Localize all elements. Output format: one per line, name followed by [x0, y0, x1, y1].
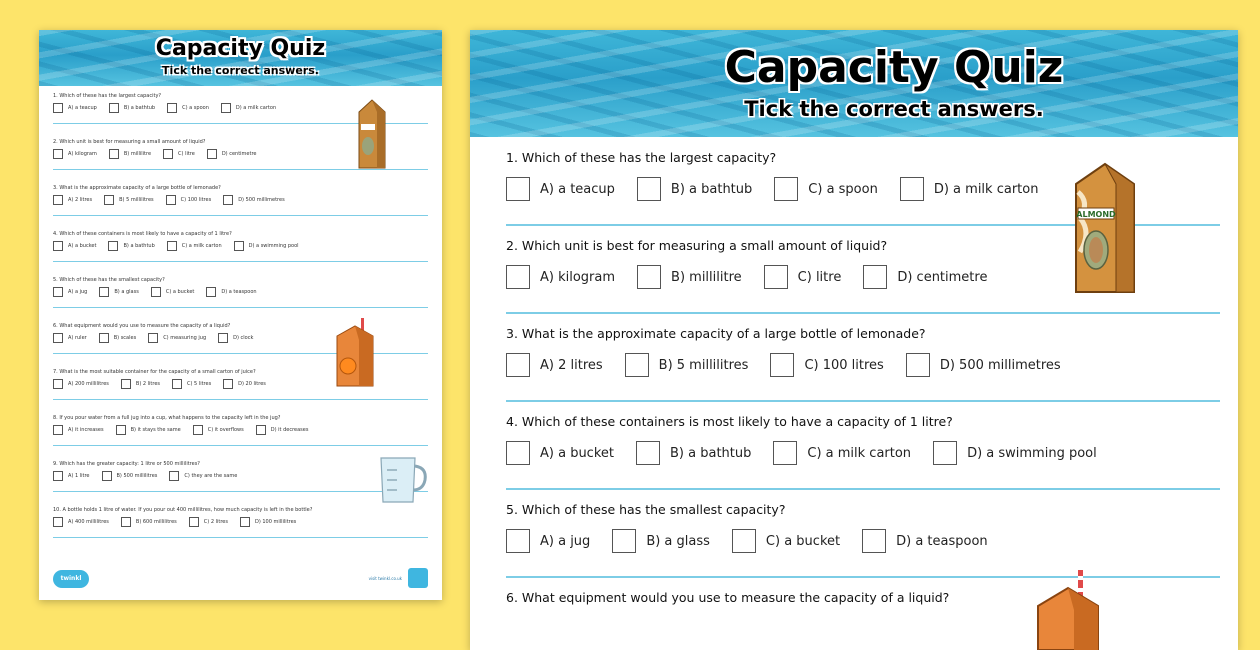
thumbnail-question-10: [53, 506, 428, 529]
answer-option[interactable]: [906, 353, 1061, 377]
answer-label: B) 2 litres: [135, 381, 160, 387]
answer-option[interactable]: [189, 517, 228, 527]
answer-checkbox[interactable]: [774, 177, 798, 201]
answer-checkbox[interactable]: [770, 353, 794, 377]
answer-option[interactable]: [612, 529, 710, 553]
answer-label: C) litre: [178, 151, 195, 157]
answer-label: A) 400 millilitres: [68, 519, 109, 525]
question-6: [506, 588, 1220, 646]
thumbnail-question-4: [53, 230, 428, 253]
answer-label: D) a milk carton: [933, 181, 1039, 197]
juice-carton-icon: [1034, 570, 1104, 650]
answer-label: D) a teaspoon: [896, 533, 988, 549]
answer-checkbox[interactable]: [148, 333, 158, 343]
answer-option[interactable]: [256, 425, 309, 435]
answer-checkbox[interactable]: [933, 441, 957, 465]
question-text: 1. Which of these has the largest capacity?: [53, 93, 162, 99]
answer-option[interactable]: [506, 177, 615, 201]
answer-option[interactable]: [108, 241, 154, 251]
answer-label: D) a teaspoon: [221, 289, 257, 295]
answer-checkbox[interactable]: [53, 241, 63, 251]
answer-checkbox[interactable]: [109, 149, 119, 159]
twinkl-logo: twinkl: [53, 570, 89, 588]
almond-milk-carton-icon: [1070, 162, 1140, 294]
answer-label: B) 5 millilitres: [119, 197, 154, 203]
answer-option[interactable]: [53, 333, 87, 343]
answer-option[interactable]: [223, 195, 284, 205]
answer-checkbox[interactable]: [207, 149, 217, 159]
footer-link: visit twinkl.co.uk: [368, 576, 402, 581]
answer-label: D) clock: [233, 335, 254, 341]
question-text: 1. Which of these has the largest capacity?: [506, 150, 777, 165]
answer-options: [506, 436, 1220, 470]
thumbnail-title: Capacity Quiz: [155, 36, 326, 61]
question-text: 4. Which of these containers is most likely to have a capacity of 1 litre?: [506, 414, 953, 429]
answer-label: B) a glass: [646, 533, 710, 549]
answer-option[interactable]: [732, 529, 840, 553]
answer-label: C) they are the same: [184, 473, 238, 479]
water-banner: [39, 30, 442, 86]
thumbnail-footer: [53, 568, 428, 590]
answer-option[interactable]: [163, 149, 195, 159]
divider: [53, 491, 428, 492]
answer-checkbox[interactable]: [863, 265, 887, 289]
answer-checkbox[interactable]: [151, 287, 161, 297]
juice-carton-icon: [331, 318, 379, 388]
answer-checkbox[interactable]: [169, 471, 179, 481]
answer-label: B) a bathtub: [670, 181, 753, 197]
answer-label: B) a bathtub: [123, 243, 155, 249]
answer-checkbox[interactable]: [732, 529, 756, 553]
question-text: 6. What equipment would you use to measure the capacity of a liquid?: [53, 323, 231, 329]
answer-option[interactable]: [53, 287, 87, 297]
thumbnail-question-9: [53, 460, 428, 483]
answer-label: C) a spoon: [182, 105, 209, 111]
answer-checkbox[interactable]: [240, 517, 250, 527]
answer-label: B) a bathtub: [123, 105, 156, 111]
answer-label: D) 20 litres: [238, 381, 266, 387]
answer-checkbox[interactable]: [53, 333, 63, 343]
answer-option[interactable]: [863, 265, 987, 289]
answer-option[interactable]: [207, 149, 257, 159]
answer-checkbox[interactable]: [53, 517, 63, 527]
answer-label: A) 2 litres: [540, 357, 603, 373]
answer-label: B) 5 millilitres: [658, 357, 749, 373]
answer-option[interactable]: [206, 287, 256, 297]
answer-checkbox[interactable]: [167, 241, 177, 251]
answer-checkbox[interactable]: [223, 195, 233, 205]
divider: [53, 445, 428, 446]
question-text: 4. Which of these containers is most likely to have a capacity of 1 litre?: [53, 231, 232, 237]
answer-checkbox[interactable]: [506, 441, 530, 465]
answer-checkbox[interactable]: [612, 529, 636, 553]
answer-options: [506, 612, 1220, 646]
question-text: 2. Which unit is best for measuring a small amount of liquid?: [506, 238, 888, 253]
answer-label: D) a milk carton: [235, 105, 277, 111]
answer-checkbox[interactable]: [167, 103, 177, 113]
answer-checkbox[interactable]: [234, 241, 244, 251]
answer-label: D) centimetre: [897, 269, 988, 285]
question-text: 9. Which has the greater capacity: 1 litre or 500 millilitres?: [53, 461, 200, 467]
answer-label: C) a bucket: [165, 289, 195, 295]
divider: [506, 488, 1220, 490]
answer-checkbox[interactable]: [53, 149, 63, 159]
answer-checkbox[interactable]: [99, 287, 109, 297]
answer-label: A) 1 litre: [68, 473, 90, 479]
answer-checkbox[interactable]: [506, 265, 530, 289]
page-subtitle: Tick the correct answers.: [744, 97, 1044, 121]
answer-checkbox[interactable]: [637, 265, 661, 289]
answer-options: [506, 524, 1220, 558]
answer-options: [53, 239, 428, 253]
answer-checkbox[interactable]: [53, 287, 63, 297]
answer-checkbox[interactable]: [906, 353, 930, 377]
twinkl-badge-icon: [408, 568, 428, 588]
answer-option[interactable]: [193, 425, 244, 435]
answer-label: A) ruler: [68, 335, 87, 341]
answer-option[interactable]: [53, 195, 92, 205]
answer-option[interactable]: [637, 265, 742, 289]
answer-options: [53, 285, 428, 299]
answer-label: C) 2 litres: [203, 519, 228, 525]
answer-option[interactable]: [121, 517, 177, 527]
answer-label: A) a jug: [540, 533, 591, 549]
answer-checkbox[interactable]: [506, 353, 530, 377]
thumbnail-question-3: [53, 184, 428, 207]
divider: [506, 576, 1220, 578]
answer-option[interactable]: [933, 441, 1097, 465]
question-3: [506, 324, 1220, 382]
worksheet-thumbnail: [39, 30, 442, 600]
answer-checkbox[interactable]: [108, 241, 118, 251]
answer-checkbox[interactable]: [104, 195, 114, 205]
answer-option[interactable]: [506, 441, 614, 465]
answer-option[interactable]: [172, 379, 211, 389]
divider: [53, 307, 428, 308]
answer-label: D) 500 millimetres: [939, 357, 1061, 373]
answer-options: [53, 423, 428, 437]
answer-option[interactable]: [900, 177, 1039, 201]
answer-label: A) a teacup: [540, 181, 615, 197]
answer-label: B) a glass: [114, 289, 139, 295]
question-text: 10. A bottle holds 1 litre of water. If you pour out 400 millilitres, how much capacity is left in the bottle?: [53, 507, 313, 513]
answer-label: D) 100 millilitres: [254, 519, 297, 525]
page-title: Capacity Quiz: [724, 42, 1064, 93]
answer-checkbox[interactable]: [53, 425, 63, 435]
answer-option[interactable]: [99, 287, 138, 297]
answer-checkbox[interactable]: [116, 425, 126, 435]
answer-option[interactable]: [151, 287, 195, 297]
answer-checkbox[interactable]: [506, 529, 530, 553]
answer-option[interactable]: [102, 471, 158, 481]
answer-options: [53, 193, 428, 207]
answer-option[interactable]: [121, 379, 160, 389]
answer-label: C) litre: [797, 269, 842, 285]
answer-option[interactable]: [862, 529, 988, 553]
question-text: 8. If you pour water from a full jug into a cup, what happens to the capacity left in the jug?: [53, 415, 281, 421]
answer-label: C) 5 litres: [187, 381, 212, 387]
answer-options: [53, 469, 428, 483]
answer-option[interactable]: [240, 517, 296, 527]
answer-checkbox[interactable]: [625, 353, 649, 377]
answer-label: C) it overflows: [207, 427, 244, 433]
question-text: 3. What is the approximate capacity of a large bottle of lemonade?: [53, 185, 221, 191]
answer-option[interactable]: [167, 241, 222, 251]
answer-label: C) 100 litres: [804, 357, 884, 373]
question-text: 5. Which of these has the smallest capacity?: [53, 277, 165, 283]
answer-label: C) 100 litres: [180, 197, 212, 203]
thumbnail-subtitle: Tick the correct answers.: [162, 64, 319, 77]
answer-checkbox[interactable]: [506, 177, 530, 201]
answer-label: D) it decreases: [270, 427, 309, 433]
answer-option[interactable]: [109, 149, 151, 159]
answer-label: D) a swimming pool: [248, 243, 299, 249]
answer-label: B) 600 millilitres: [135, 519, 177, 525]
answer-option[interactable]: [53, 103, 97, 113]
answer-option[interactable]: [116, 425, 181, 435]
question-5: [506, 500, 1220, 558]
milk-carton-icon: [355, 98, 389, 170]
answer-checkbox[interactable]: [862, 529, 886, 553]
answer-checkbox[interactable]: [256, 425, 266, 435]
answer-label: B) 500 millilitres: [116, 473, 158, 479]
thumbnail-question-5: [53, 276, 428, 299]
answer-label: B) a bathtub: [670, 445, 752, 461]
almond-label: ALMOND: [1076, 210, 1116, 219]
answer-option[interactable]: [774, 177, 878, 201]
divider: [53, 399, 428, 400]
question-4: [506, 412, 1220, 470]
answer-label: A) kilogram: [68, 151, 97, 157]
answer-option[interactable]: [506, 265, 615, 289]
answer-option[interactable]: [53, 425, 104, 435]
answer-option[interactable]: [506, 529, 590, 553]
answer-checkbox[interactable]: [53, 103, 63, 113]
answer-option[interactable]: [637, 177, 752, 201]
answer-label: C) a bucket: [765, 533, 841, 549]
answer-option[interactable]: [221, 103, 276, 113]
answer-label: B) millilitre: [123, 151, 152, 157]
answer-options: [506, 348, 1220, 382]
thumbnail-question-8: [53, 414, 428, 437]
answer-checkbox[interactable]: [221, 103, 231, 113]
answer-checkbox[interactable]: [99, 333, 109, 343]
answer-label: A) a teacup: [68, 105, 97, 111]
answer-label: A) 200 millilitres: [68, 381, 109, 387]
answer-option[interactable]: [53, 241, 96, 251]
divider: [53, 537, 428, 538]
answer-option[interactable]: [53, 471, 90, 481]
answer-option[interactable]: [625, 353, 749, 377]
answer-label: B) millilitre: [671, 269, 742, 285]
answer-checkbox[interactable]: [172, 379, 182, 389]
answer-option[interactable]: [169, 471, 237, 481]
worksheet-main: [470, 30, 1238, 650]
answer-checkbox[interactable]: [109, 103, 119, 113]
question-text: 7. What is the most suitable container for the capacity of a small carton of juice?: [53, 369, 256, 375]
answer-label: A) a bucket: [68, 243, 97, 249]
answer-checkbox[interactable]: [773, 441, 797, 465]
answer-label: A) it increases: [68, 427, 104, 433]
answer-checkbox[interactable]: [102, 471, 112, 481]
answer-checkbox[interactable]: [121, 517, 131, 527]
answer-option[interactable]: [99, 333, 136, 343]
question-text: 6. What equipment would you use to measure the capacity of a liquid?: [506, 590, 950, 605]
answer-label: A) a bucket: [540, 445, 614, 461]
divider: [53, 215, 428, 216]
answer-checkbox[interactable]: [223, 379, 233, 389]
divider: [53, 261, 428, 262]
answer-label: B) scales: [113, 335, 137, 341]
answer-checkbox[interactable]: [166, 195, 176, 205]
answer-option[interactable]: [167, 103, 209, 113]
answer-label: C) a milk carton: [181, 243, 222, 249]
answer-label: D) centimetre: [221, 151, 257, 157]
divider: [506, 400, 1220, 402]
water-banner: [470, 30, 1238, 137]
answer-label: A) kilogram: [540, 269, 616, 285]
question-text: 2. Which unit is best for measuring a small amount of liquid?: [53, 139, 206, 145]
question-text: 3. What is the approximate capacity of a large bottle of lemonade?: [506, 326, 926, 341]
answer-checkbox[interactable]: [637, 177, 661, 201]
answer-label: D) 500 millimetres: [238, 197, 285, 203]
answer-option[interactable]: [148, 333, 206, 343]
answer-option[interactable]: [773, 441, 911, 465]
answer-label: C) measuring jug: [163, 335, 207, 341]
answer-checkbox[interactable]: [764, 265, 788, 289]
answer-option[interactable]: [53, 379, 109, 389]
answer-checkbox[interactable]: [53, 379, 63, 389]
divider: [506, 312, 1220, 314]
answer-checkbox[interactable]: [218, 333, 228, 343]
answer-checkbox[interactable]: [189, 517, 199, 527]
question-text: 5. Which of these has the smallest capacity?: [506, 502, 786, 517]
answer-option[interactable]: [764, 265, 842, 289]
answer-label: A) a jug: [68, 289, 88, 295]
answer-option[interactable]: [636, 441, 751, 465]
answer-label: B) it stays the same: [130, 427, 181, 433]
answer-options: [53, 515, 428, 529]
answer-option[interactable]: [234, 241, 299, 251]
answer-option[interactable]: [109, 103, 155, 113]
answer-option[interactable]: [218, 333, 253, 343]
answer-checkbox[interactable]: [53, 471, 63, 481]
answer-option[interactable]: [223, 379, 266, 389]
answer-checkbox[interactable]: [206, 287, 216, 297]
answer-label: A) 2 litres: [68, 197, 93, 203]
answer-label: C) a milk carton: [807, 445, 912, 461]
answer-checkbox[interactable]: [193, 425, 203, 435]
answer-option[interactable]: [53, 517, 109, 527]
answer-option[interactable]: [770, 353, 883, 377]
answer-label: D) a swimming pool: [967, 445, 1097, 461]
answer-checkbox[interactable]: [636, 441, 660, 465]
answer-option[interactable]: [53, 149, 97, 159]
answer-label: C) a spoon: [808, 181, 878, 197]
answer-option[interactable]: [506, 353, 603, 377]
answer-option[interactable]: [166, 195, 212, 205]
answer-checkbox[interactable]: [163, 149, 173, 159]
answer-checkbox[interactable]: [900, 177, 924, 201]
answer-option[interactable]: [104, 195, 154, 205]
measuring-jug-icon: [375, 454, 431, 504]
answer-checkbox[interactable]: [53, 195, 63, 205]
answer-checkbox[interactable]: [121, 379, 131, 389]
